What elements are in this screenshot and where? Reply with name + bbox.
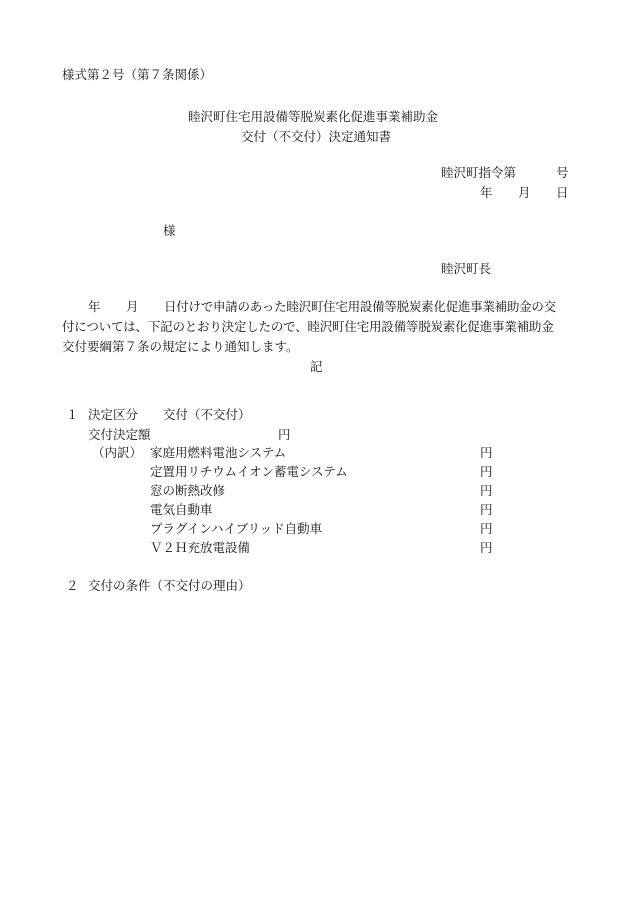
recipient-honorific: 様 xyxy=(163,223,176,238)
breakdown-item-unit: 円 xyxy=(480,464,493,479)
title-line-2: 交付（不交付）決定通知書 xyxy=(241,129,392,144)
section-2-number: ２ xyxy=(66,578,79,593)
amount-label: 交付決定額 xyxy=(88,427,151,442)
body-month: 月 xyxy=(126,299,139,314)
body-year: 年 xyxy=(88,299,101,314)
breakdown-item-name: プラグインハイブリッド自動車 xyxy=(150,521,323,536)
body-line-3: 交付要綱第７条の規定により通知します。 xyxy=(62,339,299,354)
date-year: 年 xyxy=(480,185,493,200)
breakdown-item-name: Ｖ２Ｈ充放電設備 xyxy=(150,540,251,555)
title-line-1: 睦沢町住宅用設備等脱炭素化促進事業補助金 xyxy=(188,109,439,124)
breakdown-item-name: 家庭用燃料電池システム xyxy=(150,445,287,460)
section-1-number: １ xyxy=(66,407,79,422)
breakdown-item-name: 電気自動車 xyxy=(150,502,213,517)
section-2-label: 交付の条件（不交付の理由） xyxy=(88,578,251,593)
form-number: 様式第２号（第７条関係） xyxy=(62,67,213,82)
breakdown-item-unit: 円 xyxy=(480,540,493,555)
body-line-1: 日付けで申請のあった睦沢町住宅用設備等脱炭素化促進事業補助金の交 xyxy=(164,299,556,314)
doc-number-suffix: 号 xyxy=(556,165,569,180)
breakdown-item-unit: 円 xyxy=(480,483,493,498)
date-month: 月 xyxy=(518,185,531,200)
breakdown-label: （内訳） xyxy=(92,445,143,460)
issuer: 睦沢町長 xyxy=(441,261,492,276)
ki-heading: 記 xyxy=(310,359,323,374)
breakdown-item-unit: 円 xyxy=(480,502,493,517)
breakdown-item-name: 窓の断熱改修 xyxy=(150,483,226,498)
section-1-label: 決定区分 xyxy=(88,407,139,422)
date-day: 日 xyxy=(556,185,569,200)
section-1-value: 交付（不交付） xyxy=(163,407,251,422)
body-line-2: 付については、下記のとおり決定したので、睦沢町住宅用設備等脱炭素化促進事業補助金 xyxy=(62,319,554,334)
amount-unit: 円 xyxy=(278,427,291,442)
breakdown-item-unit: 円 xyxy=(480,445,493,460)
breakdown-item-unit: 円 xyxy=(480,521,493,536)
doc-number-label: 睦沢町指令第 xyxy=(441,165,517,180)
breakdown-item-name: 定置用リチウムイオン蓄電システム xyxy=(150,464,348,479)
